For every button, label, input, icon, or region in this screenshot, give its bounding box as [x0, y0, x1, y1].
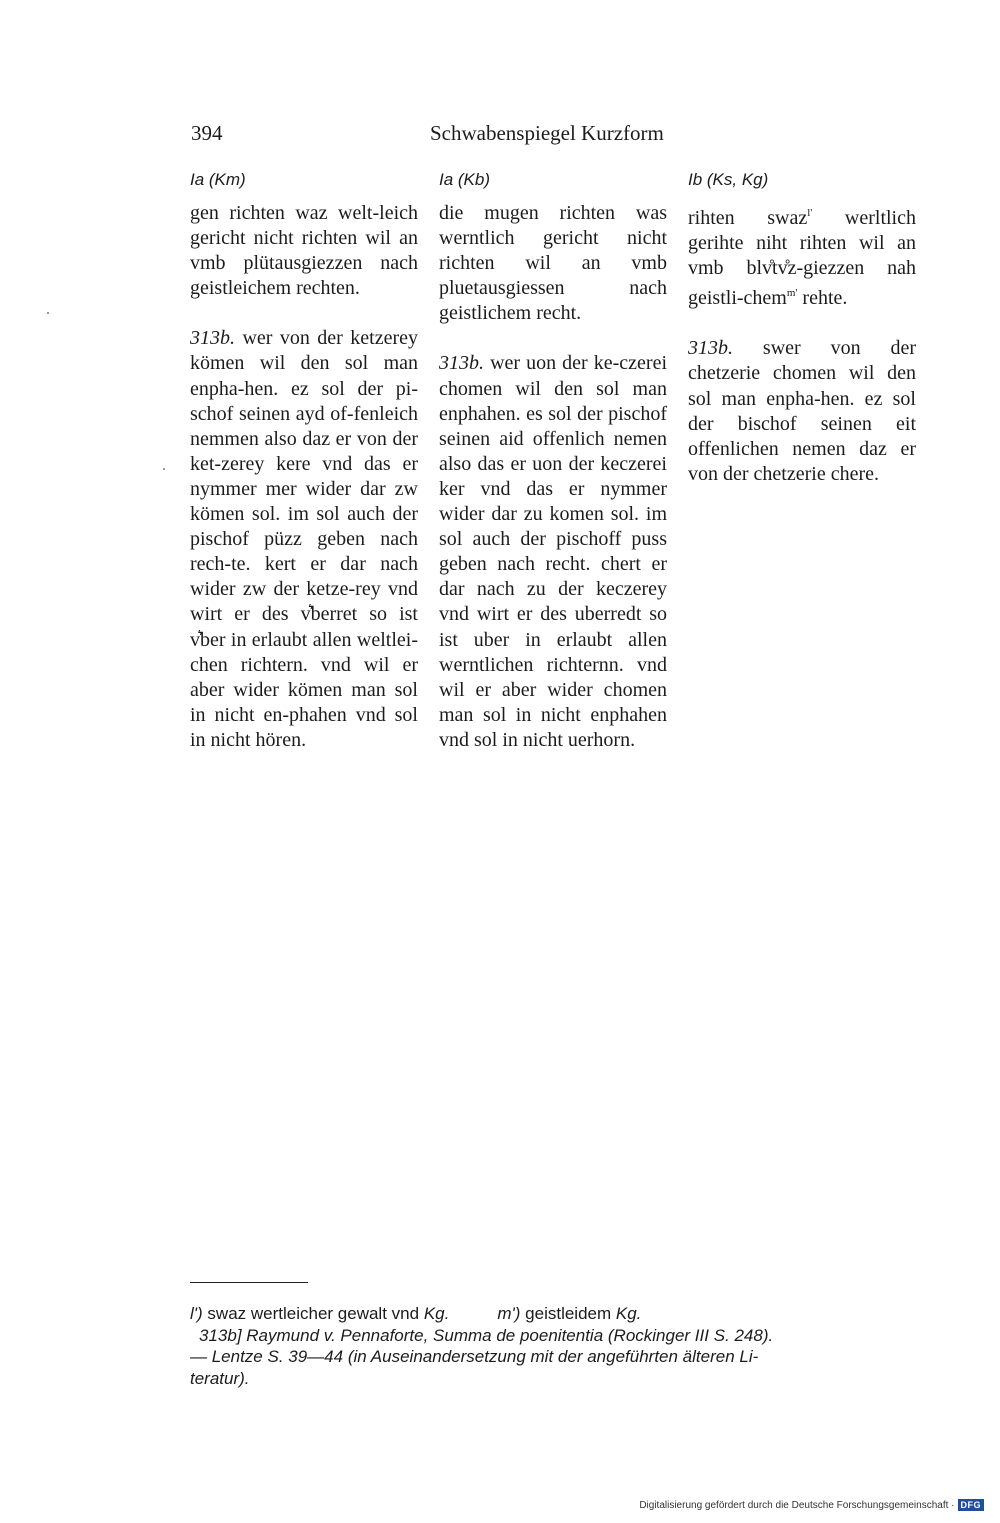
footnote-note-line: teratur). — [190, 1368, 250, 1388]
paragraph-continuation: rihten swaz$^{l'}$ werltlich gerihte niht rihten wil an vmb blv̊tv̊z-giezzen nah geistli-chem$^{m'}$ rehte. — [688, 207, 916, 310]
section-number: 313b. — [688, 337, 733, 360]
section-number: 313b. — [439, 352, 484, 375]
section-text: swer von der chetzerie chomen wil den sol man enpha-hen. ez sol der bischof seinen eit offenlichen nemen daz er von der chetzerie chere. — [688, 337, 916, 485]
column-ia-km — [190, 168, 418, 753]
paragraph-313b — [439, 351, 667, 753]
dfg-logo: DFG — [958, 1499, 985, 1511]
footnote-rule — [190, 1282, 308, 1283]
digitization-credit: Digitalisierung gefördert durch die Deutsche Forschungsgemeinschaft · DFG — [639, 1499, 984, 1511]
page-number: 394 — [191, 121, 223, 145]
scan-speck — [163, 468, 165, 470]
running-head: Schwabenspiegel Kurzform — [430, 121, 664, 145]
column-sigil: Ib (Ks, Kg) — [688, 170, 769, 189]
column-sigil: Ia (Kb) — [439, 170, 491, 189]
column-sigil: Ia (Km) — [190, 170, 246, 189]
column-ib-ks-kg — [688, 168, 916, 487]
column-ia-kb — [439, 168, 667, 753]
scan-speck — [47, 312, 49, 314]
paragraph-continuation: die mugen richten was werntlich gericht nicht richten wil an vmb pluetausgiessen nach geistlichem recht. — [439, 202, 667, 325]
section-text: wer uon der ke-czerei chomen wil den sol man enphahen. es sol der pischof seinen aid offenlich nemen also das er uon der keczerei ker vnd das er nymmer wider dar zu komen sol. im sol auch der pischoff puss geben nach recht. chert er dar nach zu der keczerey vnd wirt er des uberredt so ist uber in erlaubt allen werntlichen richternn. vnd wil er aber wider chomen man sol in nicht enphahen vnd sol in nicht uerhorn. — [439, 352, 668, 751]
paragraph-313b — [190, 326, 418, 753]
footnote-variants: l') swaz wertleicher gewalt vnd Kg. m') geistleidem Kg. — [190, 1304, 642, 1323]
footnote-marker-m: m' — [786, 287, 798, 300]
footnotes — [190, 1303, 922, 1389]
footnote-note-line: 313b] Raymund v. Pennaforte, Summa de poenitentia (Rockinger III S. 248). — [199, 1325, 774, 1345]
section-text: wer von der ketzerey kömen wil den sol man enpha-hen. ez sol der pi-schof seinen ayd of-fenleich nemmen also daz er von der ket-zerey kere vnd das er nymmer mer wider dar zw kömen sol. im sol auch der pischof püzz geben nach rech-te. kert er dar nach wider zw der ketze-rey vnd wirt er des v͛berret so ist v͛ber in erlaubt allen weltlei-chen richtern. vnd wil er aber wider kömen man sol in nicht en-phahen vnd sol in nicht hören. — [190, 327, 418, 751]
paragraph-313b — [688, 336, 916, 487]
section-number: 313b. — [190, 327, 235, 350]
footnote-marker-l: l' — [807, 207, 813, 219]
footnote-note-line: — Lentze S. 39—44 (in Auseinandersetzung mit der angeführten älteren Li- — [190, 1347, 759, 1366]
paragraph-continuation: gen richten waz welt-leich gericht nicht richten wil an vmb plütausgiezzen nach geistleichem rechten. — [190, 202, 418, 300]
